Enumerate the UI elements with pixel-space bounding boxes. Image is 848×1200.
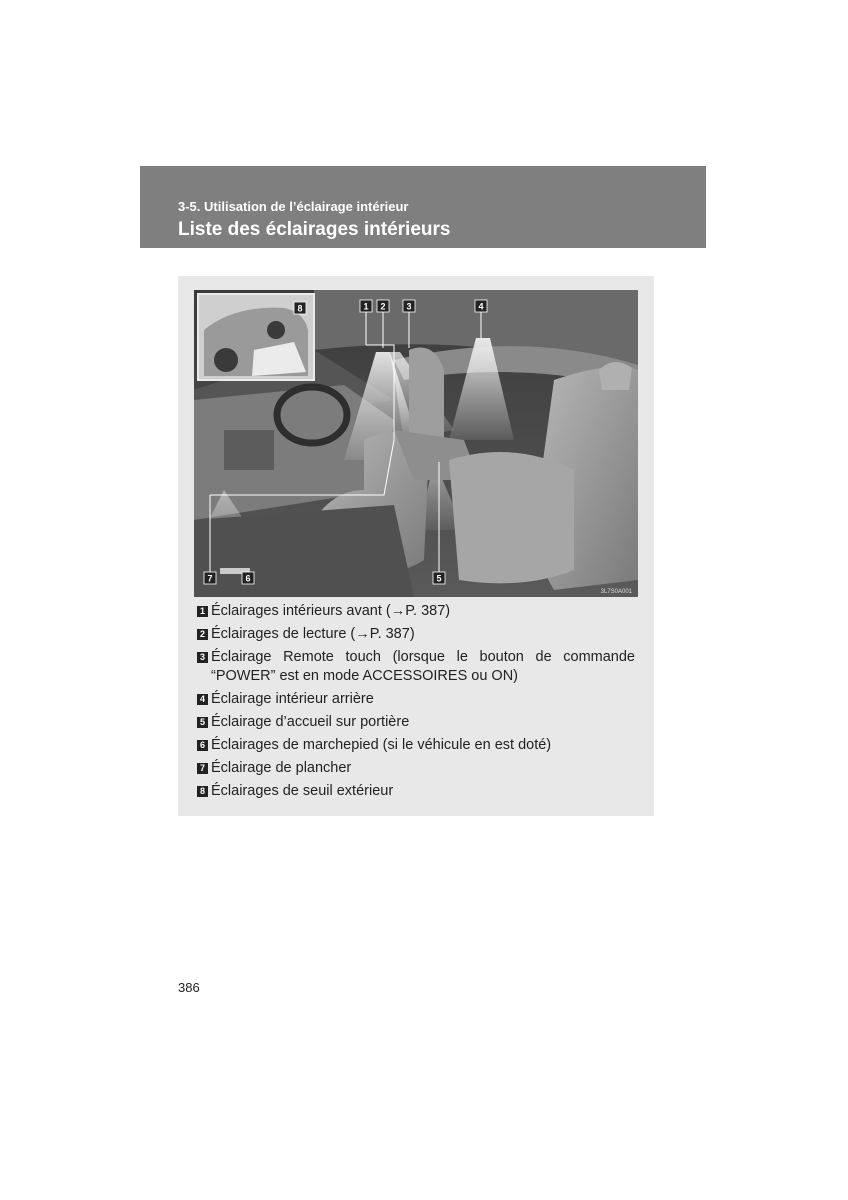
callout-6 bbox=[242, 572, 254, 584]
list-item-text: Éclairage intérieur arrière bbox=[211, 691, 374, 707]
number-badge: 7 bbox=[197, 763, 208, 774]
page-title: Liste des éclairages intérieurs bbox=[178, 219, 451, 240]
list-item bbox=[197, 648, 635, 686]
page-number: 386 bbox=[178, 980, 200, 995]
number-badge: 6 bbox=[197, 740, 208, 751]
interior-lights-illustration bbox=[194, 290, 638, 597]
number-badge: 5 bbox=[197, 717, 208, 728]
list-item bbox=[197, 759, 635, 778]
number-badge: 4 bbox=[197, 694, 208, 705]
svg-text:4: 4 bbox=[478, 301, 484, 312]
list-item bbox=[197, 625, 635, 644]
content-panel bbox=[178, 276, 654, 816]
car-interior-drawing bbox=[194, 290, 638, 597]
svg-text:2: 2 bbox=[380, 301, 386, 312]
list-item bbox=[197, 602, 635, 621]
number-badge: 1 bbox=[197, 606, 208, 617]
number-badge: 8 bbox=[197, 786, 208, 797]
svg-text:6: 6 bbox=[245, 573, 251, 584]
callout-8 bbox=[294, 302, 306, 314]
illustration-code: 3L7S0A001 bbox=[600, 589, 632, 595]
number-badge: 2 bbox=[197, 629, 208, 640]
svg-text:7: 7 bbox=[207, 573, 213, 584]
list-item-text: Éclairages de seuil extérieur bbox=[211, 783, 394, 799]
list-item bbox=[197, 713, 635, 732]
list-item bbox=[197, 690, 635, 709]
list-item-text: Éclairages de lecture (→P. 387) bbox=[211, 626, 415, 642]
section-label: 3-5. Utilisation de l’éclairage intérieur bbox=[178, 199, 409, 214]
lights-legend bbox=[197, 602, 635, 805]
svg-text:3: 3 bbox=[406, 301, 412, 312]
list-item-text: Éclairages intérieurs avant (→P. 387) bbox=[211, 603, 451, 619]
svg-text:5: 5 bbox=[436, 573, 442, 584]
list-item-text: Éclairage d’accueil sur portière bbox=[211, 714, 410, 730]
section-header bbox=[140, 166, 706, 248]
list-item-text: Éclairages de marchepied (si le véhicule en est doté) bbox=[211, 737, 552, 753]
list-item-text: Éclairage Remote touch (lorsque le bouton de commande “POWER” est en mode ACCESSOIRES ou ON) bbox=[211, 649, 635, 684]
number-badge: 3 bbox=[197, 652, 208, 663]
svg-text:1: 1 bbox=[363, 301, 369, 312]
list-item bbox=[197, 782, 635, 801]
list-item bbox=[197, 736, 635, 755]
list-item-text: Éclairage de plancher bbox=[211, 760, 352, 776]
svg-text:8: 8 bbox=[297, 303, 303, 314]
